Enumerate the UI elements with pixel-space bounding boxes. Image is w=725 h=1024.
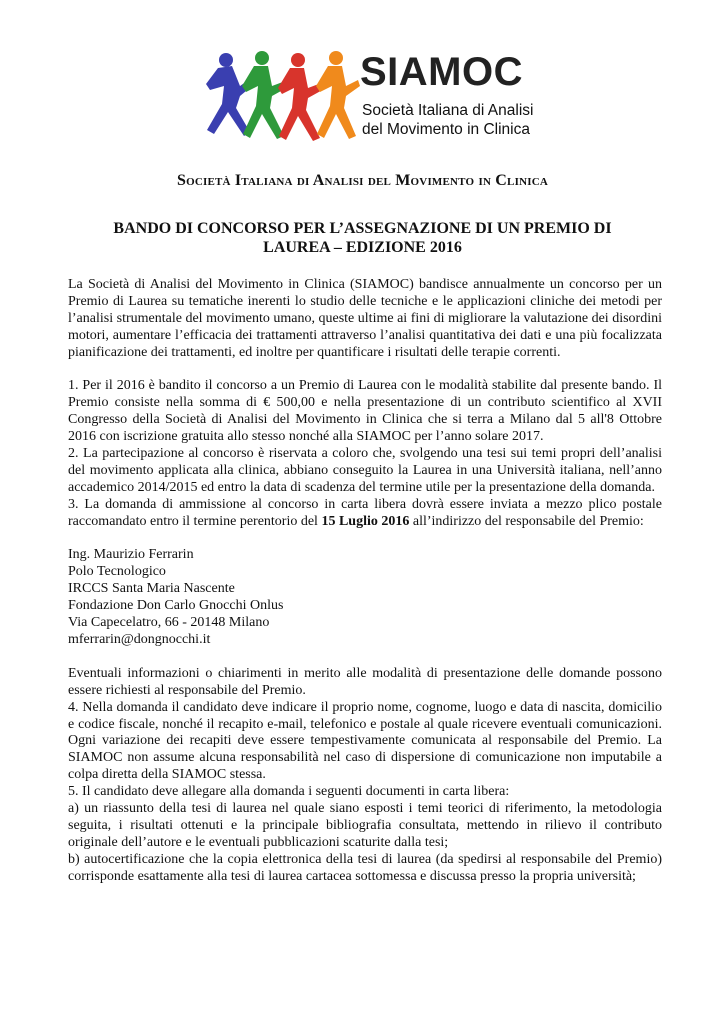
logo-name: SIAMOC xyxy=(360,50,523,94)
point-5a: a) un riassunto della tesi di laurea nel quale siano esposti i temi teorici di riferimento, la metodologia seguita, i risultati ottenuti e la principale bibliografia consultata, mettendo in rilievo il contributo originale dell’autore e le eventuali pubblicazioni scaturite dalla tesi; xyxy=(68,801,662,850)
contact-email: mferrarin@dongnocchi.it xyxy=(68,632,211,647)
organization-heading: Società Italiana di Analisi del Movimento in Clinica xyxy=(176,172,548,189)
document-title: BANDO DI CONCORSO PER L’ASSEGNAZIONE DI UN PREMIO DI LAUREA – EDIZIONE 2016 xyxy=(113,220,612,256)
point-5b: b) autocertificazione che la copia elettronica della tesi di laurea (da spedirsi al responsabile del Premio) corrisponde esattamente alla tesi di laurea cartacea sottomessa e discussa presso la propria università; xyxy=(68,851,662,884)
point-4: 4. Nella domanda il candidato deve indicare il proprio nome, cognome, luogo e data di nascita, domicilio e codice fiscale, nonché il recapito e-mail, telefonico e postale al quale ricevere eventuali comunicazioni. Ogni variazione dei recapiti deve essere tempestivamente comunicata al responsabile del Premio. La SIAMOC non assume alcuna responsabilità nel caso di dispersione di comunicazione non imputabile a colpa diretta della SIAMOC stessa. xyxy=(68,699,662,783)
address-block xyxy=(68,547,662,648)
point-5: 5. Il candidato deve allegare alla domanda i seguenti documenti in carta libera: xyxy=(68,784,510,800)
point-1: 1. Per il 2016 è bandito il concorso a un Premio di Laurea con le modalità stabilite dal presente bando. Il Premio consiste nella somma di € 500,00 e nella presentazione di un contributo scientifico al XVII Congresso della Società di Analisi del Movimento in Clinica che si terra a Milano dal 5 all'8 Ottobre 2016 con iscrizione gratuita allo stesso nonché alla SIAMOC per l’anno solare 2017. xyxy=(68,378,662,445)
address-line: Polo Tecnologico xyxy=(68,564,166,580)
address-line: IRCCS Santa Maria Nascente xyxy=(68,581,235,597)
running-figures-icon xyxy=(196,46,361,148)
document-body xyxy=(68,277,662,886)
point-3-text-end: all’indirizzo del responsabile del Premio: xyxy=(409,513,644,529)
deadline-date: 15 Luglio 2016 xyxy=(321,513,410,529)
address-line: Fondazione Don Carlo Gnocchi Onlus xyxy=(68,598,284,614)
point-2: 2. La partecipazione al concorso è riservata a coloro che, svolgendo una tesi sui temi propri dell’analisi del movimento applicata alla clinica, abbiano conseguito la Laurea in una Università italiana, nell’anno accademico 2014/2015 ed entro la data di scadenza del termine utile per la presentazione della domanda. xyxy=(68,446,662,495)
logo-subtitle-line2: del Movimento in Clinica xyxy=(362,121,530,138)
point-3-text: 3. La domanda di ammissione al concorso in carta libera dovrà essere inviata a mezzo plico postale raccomandato entro il termine perentorio del xyxy=(68,496,662,529)
siamoc-logo xyxy=(196,46,541,148)
address-line: Ing. Maurizio Ferrarin xyxy=(68,547,194,563)
logo-subtitle-line1: Società Italiana di Analisi xyxy=(362,102,534,119)
info-paragraph: Eventuali informazioni o chiarimenti in merito alle modalità di presentazione delle domande possono essere richiesti al responsabile del Premio. xyxy=(68,665,662,698)
address-line: Via Capecelatro, 66 - 20148 Milano xyxy=(68,615,270,631)
intro-paragraph: La Società di Analisi del Movimento in Clinica (SIAMOC) bandisce annualmente un concorso per un Premio di Laurea su tematiche inerenti lo studio delle tecniche e le applicazioni cliniche dei metodi per l’analisi strumentale del movimento umano, queste ultime ai fini di migliorare la valutazione dei disordini motori, aumentare l’efficacia dei trattamenti attraverso l’analisi quantitativa dei dati e una più focalizzata pianificazione dei trattamenti, ed inoltre per quantificare i risultati delle terapie correnti. xyxy=(68,277,662,360)
point-3 xyxy=(68,497,662,531)
